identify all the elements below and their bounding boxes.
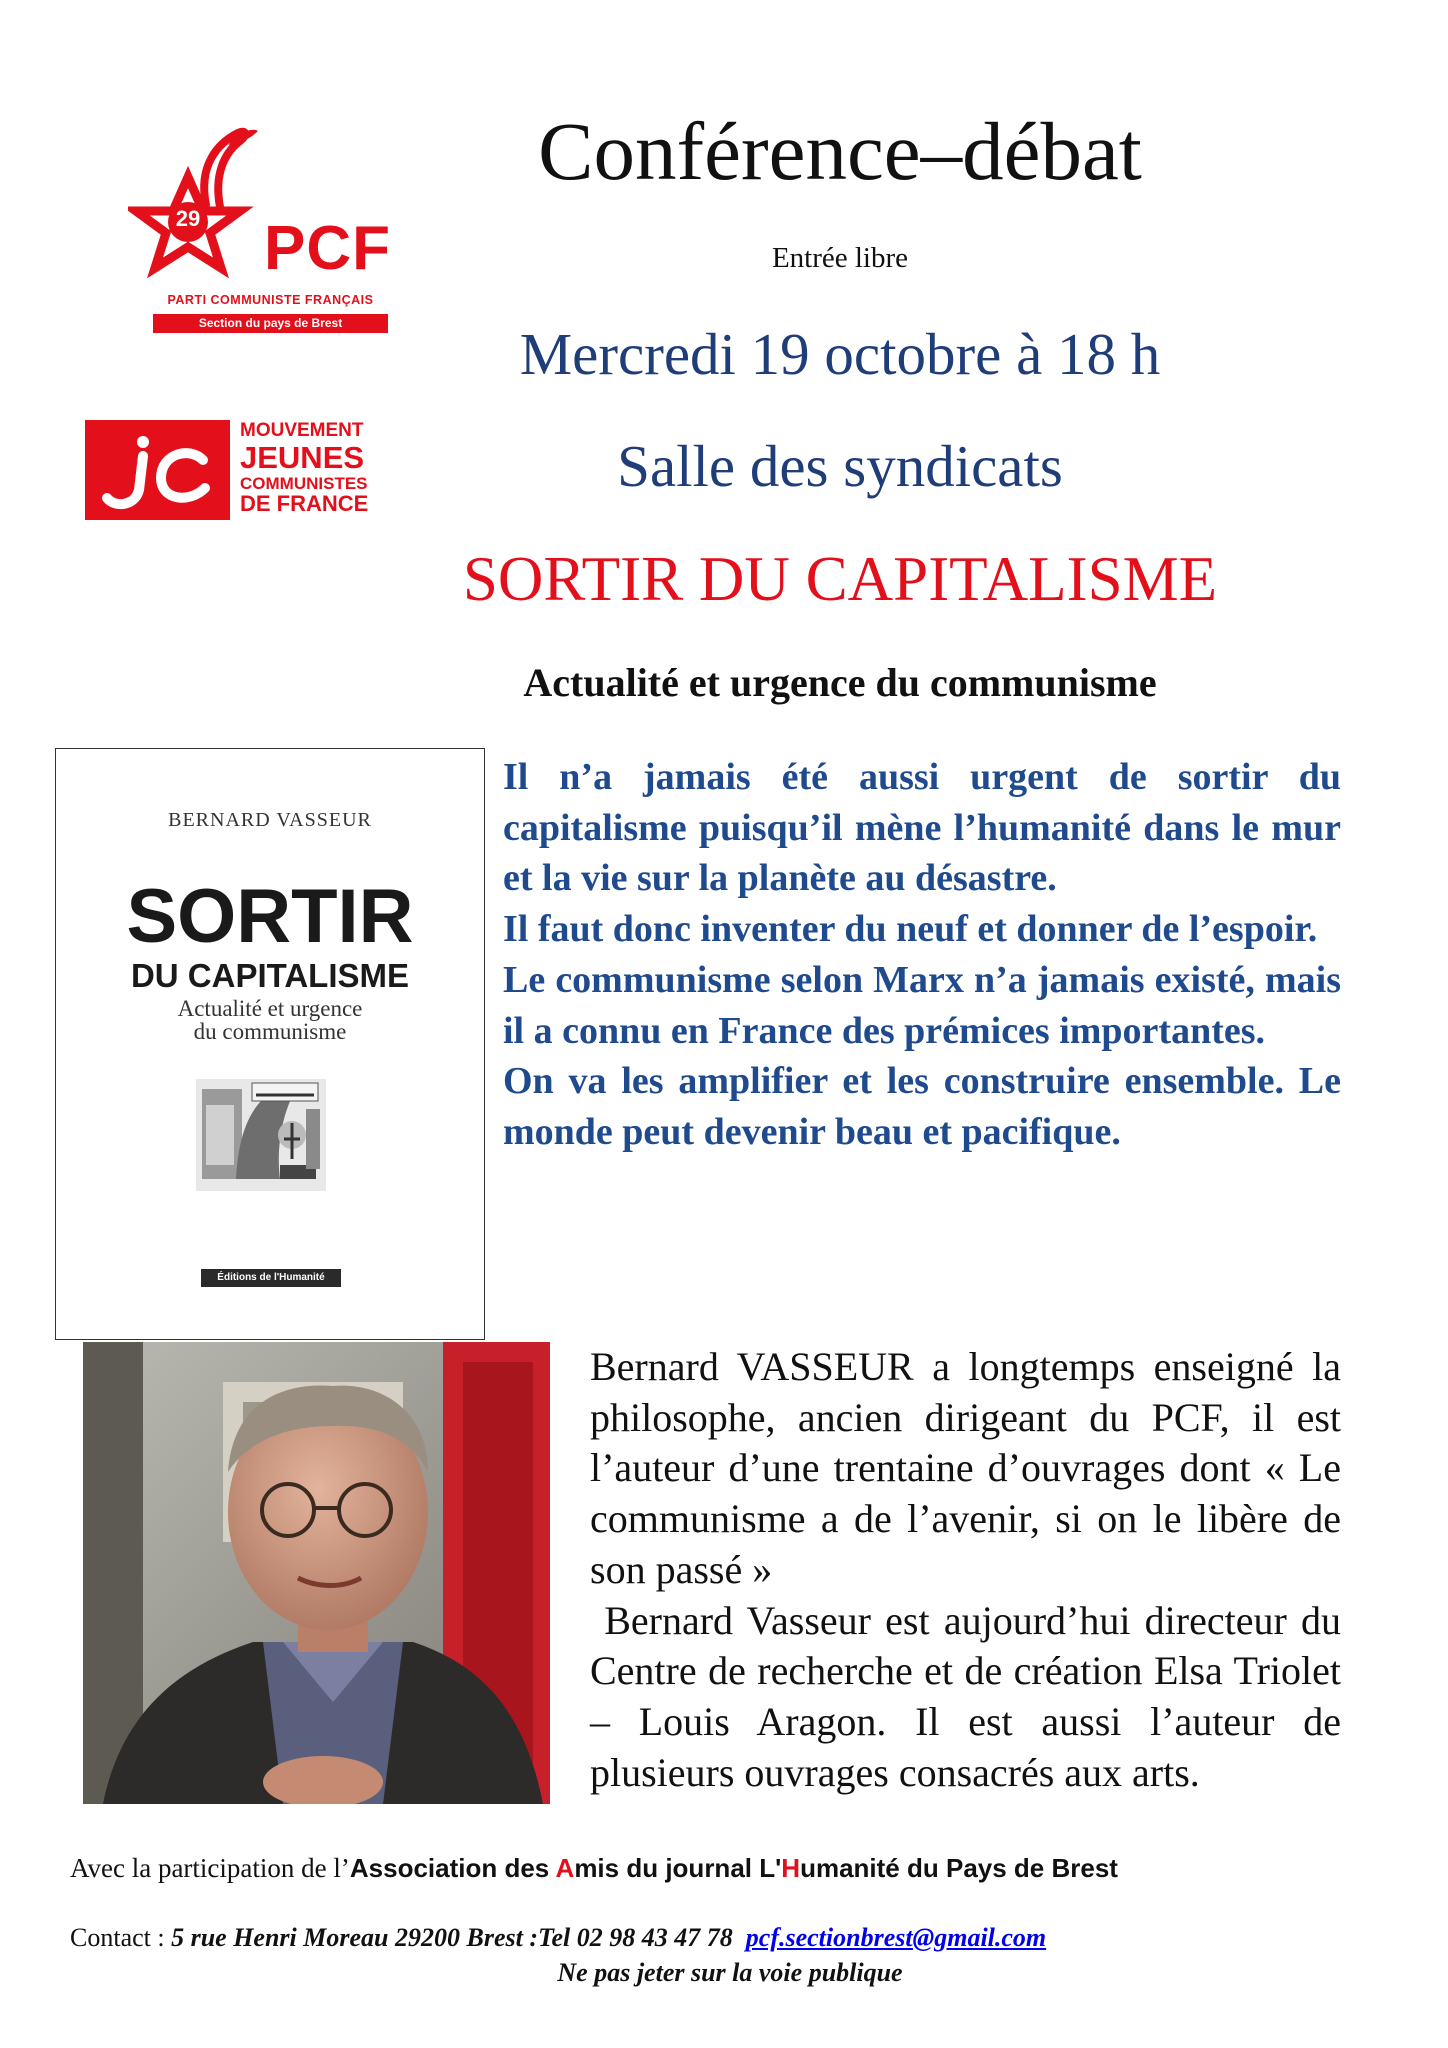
pcf-section-label: Section du pays de Brest: [153, 314, 388, 333]
contact-address: 5 rue Henri Moreau 29200 Brest :Tel 02 98 43 47 78: [171, 1923, 733, 1952]
book-subtitle-line2: du communisme: [193, 1019, 347, 1044]
book-title-line2: DU CAPITALISME: [130, 957, 410, 994]
pcf-full-name: PARTI COMMUNISTE FRANÇAIS: [167, 293, 374, 307]
association-part2: mis du journal L': [574, 1853, 782, 1883]
association-letter-h: H: [781, 1853, 801, 1883]
intro-paragraph-4: On va les amplifier et les construire ensemble. Le monde peut devenir beau et pacifique.: [503, 1060, 1341, 1153]
event-venue: Salle des syndicats: [617, 433, 1063, 499]
jc-logo-box: [85, 420, 230, 520]
pcf-name: PCF: [264, 214, 391, 283]
association-name: [350, 1853, 1118, 1883]
intro-paragraph-3: Le communisme selon Marx n’a jamais existé, mais il a connu en France des prémices importantes.: [503, 958, 1341, 1052]
disposal-notice: Ne pas jeter sur la voie publique: [557, 1958, 903, 1987]
book-title-line1: SORTIR: [126, 874, 414, 959]
conference-subtitle: Actualité et urgence du communisme: [523, 660, 1157, 705]
association-letter-a: A: [555, 1853, 575, 1883]
jc-line4: DE FRANCE: [240, 491, 369, 516]
author-portrait: [83, 1342, 550, 1804]
conference-title: SORTIR DU CAPITALISME: [462, 544, 1218, 614]
jc-line2: JEUNES: [240, 440, 365, 475]
book-subtitle: [56, 997, 484, 1043]
author-bio: [590, 1342, 1352, 1798]
jc-logo-text: [240, 421, 368, 515]
intro-paragraph-1: Il n’a jamais été aussi urgent de sortir du capitalisme puisqu’il mène l’humanité dans le mur et la vie sur la planète au désastre.: [503, 756, 1341, 900]
association-part3: umanité du Pays de Brest: [800, 1853, 1118, 1883]
entry-note: Entrée libre: [771, 242, 909, 274]
page-title: Conférence–débat: [538, 105, 1142, 197]
association-part1: Association des: [349, 1853, 556, 1883]
intro-text: [503, 752, 1341, 1158]
contact-label: Contact :: [70, 1923, 172, 1952]
intro-paragraph-2: Il faut donc inventer du neuf et donner de l’espoir.: [503, 908, 1318, 951]
jc-line3: COMMUNISTES: [240, 474, 368, 493]
contact-line: [70, 1925, 1400, 1951]
pcf-section-number: 29: [175, 206, 201, 231]
event-date: Mercredi 19 octobre à 18 h: [519, 321, 1161, 387]
participation-line: [70, 1855, 1400, 1882]
participation-prefix: Avec la participation de l’: [70, 1853, 350, 1883]
book-subtitle-line1: Actualité et urgence: [177, 996, 363, 1021]
jc-line1: MOUVEMENT: [240, 420, 364, 441]
bio-paragraph-1: Bernard VASSEUR a longtemps enseigné la philosophe, ancien dirigeant du PCF, il est l’auteur d’une trentaine d’ouvrages dont « Le communisme a de l’avenir, si on le libère de son passé »: [590, 1344, 1341, 1592]
contact-email-link[interactable]: pcf.sectionbrest@gmail.com: [745, 1923, 1047, 1952]
book-publisher: Éditions de l'Humanité: [201, 1269, 341, 1287]
bio-paragraph-2: Bernard Vasseur est aujourd’hui directeur du Centre de recherche et de création Elsa Triolet – Louis Aragon. Il est aussi l’auteur de plusieurs ouvrages consacrés aux arts.: [590, 1597, 1352, 1795]
book-author: BERNARD VASSEUR: [168, 809, 372, 831]
book-cover-artwork: [196, 1079, 326, 1191]
jc-letters-icon: [85, 420, 230, 520]
book-cover: [55, 748, 485, 1340]
